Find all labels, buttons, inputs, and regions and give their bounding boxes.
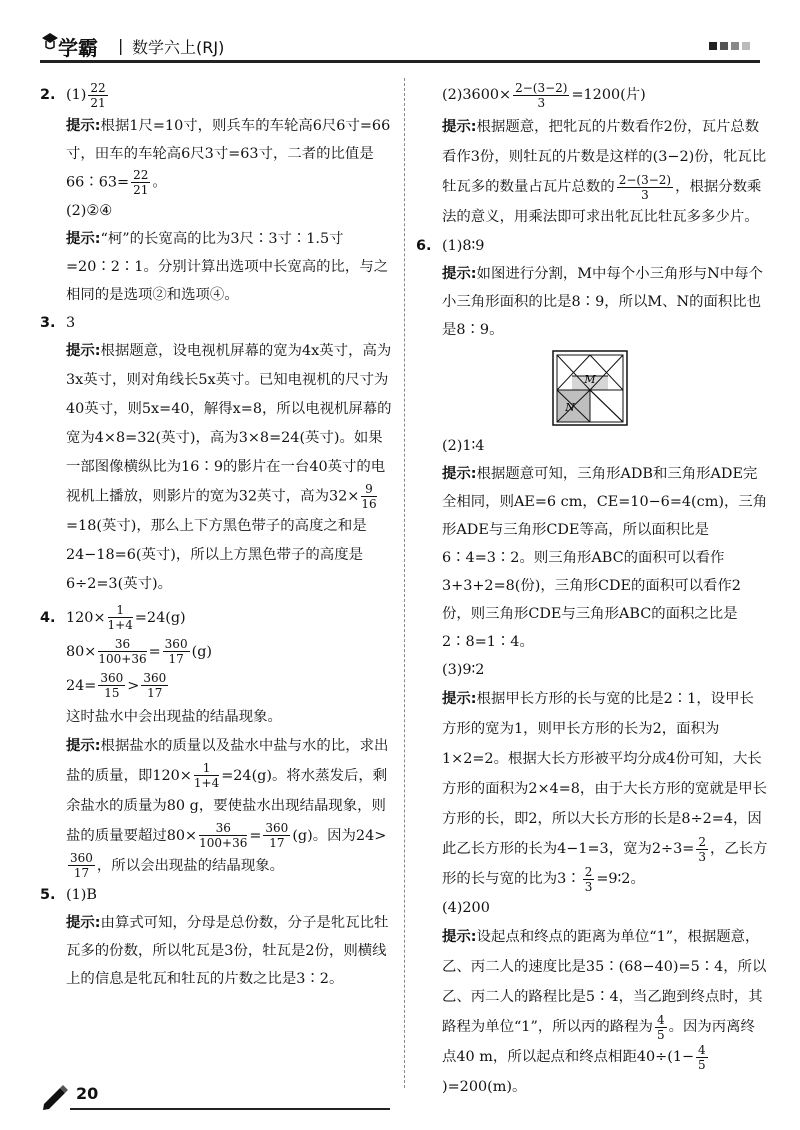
equation-1-end: =24(g) — [134, 609, 186, 626]
question-3 — [40, 309, 392, 599]
fraction: $\frac{360}{17}$ — [70, 851, 93, 880]
fraction: $\frac{1}{1+4}$ — [107, 603, 133, 632]
tip-end: 。 — [152, 174, 167, 191]
question-5-part-2 — [416, 78, 768, 232]
left-column — [40, 78, 392, 993]
fraction: $\frac{360}{17}$ — [164, 637, 188, 666]
fraction: $\frac{36}{100+36}$ — [98, 637, 147, 666]
part-label: (1) — [66, 87, 87, 103]
greater-than: > — [127, 677, 140, 694]
equals: = — [249, 827, 262, 844]
fraction: $\frac{2}{3}$ — [584, 864, 593, 894]
fraction: $\frac{4}{5}$ — [698, 1042, 706, 1072]
tip-label: 提示: — [66, 343, 101, 359]
tip-text-3: )=200(m)。 — [442, 1079, 527, 1095]
header-rule — [40, 60, 760, 63]
page-number: 20 — [76, 1084, 99, 1103]
fraction: $\frac{1}{1+4}$ — [193, 761, 220, 790]
tip-label: 提示: — [66, 914, 101, 931]
header-decoration — [709, 42, 750, 50]
tip-text: 根据题意，设电视机屏幕的宽为4x英寸，高为3x英寸，则对角线长5x英寸。已知电视机的尺寸为40英寸，则5x=40，解得x=8，所以电视机屏幕的宽为4×8=32(英寸)，高为3×8=24(英寸)。如果一部图像横纵比为16∶9的影片在一台40英寸的电视机上播放，则影片的宽为32英寸，高为32× — [66, 343, 392, 505]
tip-text: 根据题意，把牝瓦的片数看作2份，瓦片总数看作3份，则牡瓦的片数是这样的(3−2)份，牝瓦比牡瓦多的数量占瓦片总数的 — [442, 119, 767, 195]
question-2 — [40, 78, 392, 309]
tip-label: 提示: — [66, 231, 101, 247]
brand-title: 学霸 — [58, 36, 98, 60]
question-number: 3. — [40, 315, 56, 331]
column-divider — [404, 78, 405, 1088]
page-header — [40, 28, 760, 68]
equation-2: 80× — [66, 643, 97, 660]
part-label: (2)1∶4 — [442, 438, 485, 454]
fraction: $\frac{2}{3}$ — [698, 834, 706, 864]
answer-fraction: $\frac{22}{21}$ — [90, 80, 106, 110]
unit: (g) — [191, 643, 213, 660]
question-number: 4. — [40, 609, 56, 626]
tip-label: 提示: — [66, 118, 101, 134]
equation-3: 24= — [66, 677, 97, 694]
tip-label: 提示: — [442, 691, 477, 707]
tip-text-2: ，乙长方形的长与宽的比为3∶ — [442, 841, 768, 887]
tip-text-4: ，所以会出现盐的结晶现象。 — [96, 857, 284, 874]
triangle-division-figure — [552, 350, 628, 426]
tip-text-2: ，根据分数乘法的意义，用乘法即可求出牝瓦比牡瓦多多少片。 — [442, 179, 762, 225]
question-5 — [40, 881, 392, 993]
tip-text-2: =24(g)。将水蒸发后，剩余盐水的质量为80 g，要使盐水出现结晶现象，则盐的质量要超过80× — [66, 767, 388, 844]
fraction: $\frac{360}{17}$ — [143, 671, 167, 700]
tip-text: 根据盐水的质量以及盐水中盐与水的比，求出盐的质量，即120× — [66, 737, 389, 784]
tip-text: “柯”的长宽高的比为3尺∶3寸∶1.5寸=20∶2∶1。分别计算出选项中长宽高的比，与之相同的是选项②和选项④。 — [66, 231, 389, 303]
subject-label: 数学六上(RJ) — [132, 38, 225, 57]
tip-text: 根据1尺=10寸，则兵车的车轮高6尺6寸=66寸，田车的车轮高6尺3寸=63寸，二者的比值是66∶63= — [66, 118, 391, 191]
question-number: 2. — [40, 87, 56, 103]
tip-label: 提示: — [66, 737, 101, 754]
tip-label: 提示: — [442, 266, 477, 282]
fraction: $\frac{360}{15}$ — [100, 671, 124, 700]
pencil-icon — [40, 1082, 70, 1110]
part-label: (3)9∶2 — [442, 662, 485, 678]
fraction: $\frac{4}{5}$ — [656, 1012, 665, 1042]
tip-text: 如图进行分割，M中每个小三角形与N中每个小三角形面积的比是8∶9，所以M、N的面积比也是8∶9。 — [442, 266, 763, 338]
tip-label: 提示: — [442, 466, 477, 482]
question-4 — [40, 601, 392, 881]
answer: 3 — [66, 315, 76, 331]
tip-label: 提示: — [442, 119, 477, 135]
fraction: $\frac{2-(3-2)}{3}$ — [515, 80, 568, 110]
conclusion: 这时盐水中会出现盐的结晶现象。 — [66, 708, 282, 725]
label-n: N — [565, 401, 575, 414]
label-m: M — [584, 373, 596, 386]
equation: (2)3600× — [442, 87, 512, 103]
page-footer — [40, 1082, 390, 1112]
header-separator: | — [118, 36, 124, 55]
tip-label: 提示: — [442, 929, 477, 945]
tip-text-3: =9∶2。 — [596, 871, 645, 887]
tip-fraction: $\frac{22}{21}$ — [133, 168, 149, 197]
tip-text-2: =18(英寸)，那么上下方黑色带子的高度之和是24−18=6(英寸)，所以上方黑色带子的高度是6÷2=3(英寸)。 — [66, 517, 367, 592]
tip-fraction: $\frac{9}{16}$ — [361, 482, 377, 511]
tip-text: 设起点和终点的距离为单位“1”，根据题意，乙、丙二人的速度比是35∶(68−40)=5∶4，所以乙、丙二人的路程比是5∶4，当乙跑到终点时，其路程为单位“1”，所以丙的路程为 — [442, 929, 767, 1035]
right-column — [416, 78, 768, 1102]
tip-text: 根据题意可知，三角形ADB和三角形ADE完全相同，则AE=6 cm，CE=10−6=4(cm)，三角形ADE与三角形CDE等高，所以面积比是6∶4=3∶2。则三角形ABC的面积可以看作3+3+2=8(份)，三角形CDE的面积可以看作2份，则三角形CDE与三角形ABC的面积之比是2∶8=1∶4。 — [442, 466, 768, 650]
part-label: (1)8∶9 — [442, 238, 485, 254]
part-label: (1)B — [66, 886, 97, 903]
fraction: $\frac{360}{17}$ — [265, 821, 289, 850]
footer-rule — [70, 1108, 390, 1110]
tip-text: 根据甲长方形的长与宽的比是2∶1，设甲长方形的宽为1，则甲长方形的长为2，面积为1×2=2。根据大长方形被平均分成4份可知，大长方形的面积为2×4=8，由于大长方形的宽就是甲长方形的长，即2，所以大长方形的长是8÷2=4，因此乙长方形的长为4−1=3，宽为2÷3= — [442, 691, 768, 857]
equals: = — [148, 643, 161, 660]
tip-text: 由算式可知，分母是总份数，分子是牝瓦比牡瓦多的份数，所以牝瓦是3份，牡瓦是2份，则横线上的信息是牝瓦和牡瓦的片数之比是3∶2。 — [66, 914, 389, 987]
fraction: $\frac{2-(3-2)}{3}$ — [618, 172, 672, 202]
question-number: 5. — [40, 886, 56, 903]
fraction: $\frac{36}{100+36}$ — [199, 821, 248, 850]
tip-text-2: 。因为丙离终点40 m，所以起点和终点相距40÷(1− — [442, 1019, 755, 1065]
graduation-cap-icon — [40, 30, 60, 52]
part-label: (2)②④ — [66, 203, 113, 219]
question-number: 6. — [416, 238, 432, 254]
question-6 — [416, 232, 768, 1102]
equation-1: 120× — [66, 609, 106, 626]
equation-end: =1200(片) — [571, 87, 646, 103]
part-label: (4)200 — [442, 900, 490, 916]
tip-text-3: (g)。因为24> — [292, 827, 387, 844]
